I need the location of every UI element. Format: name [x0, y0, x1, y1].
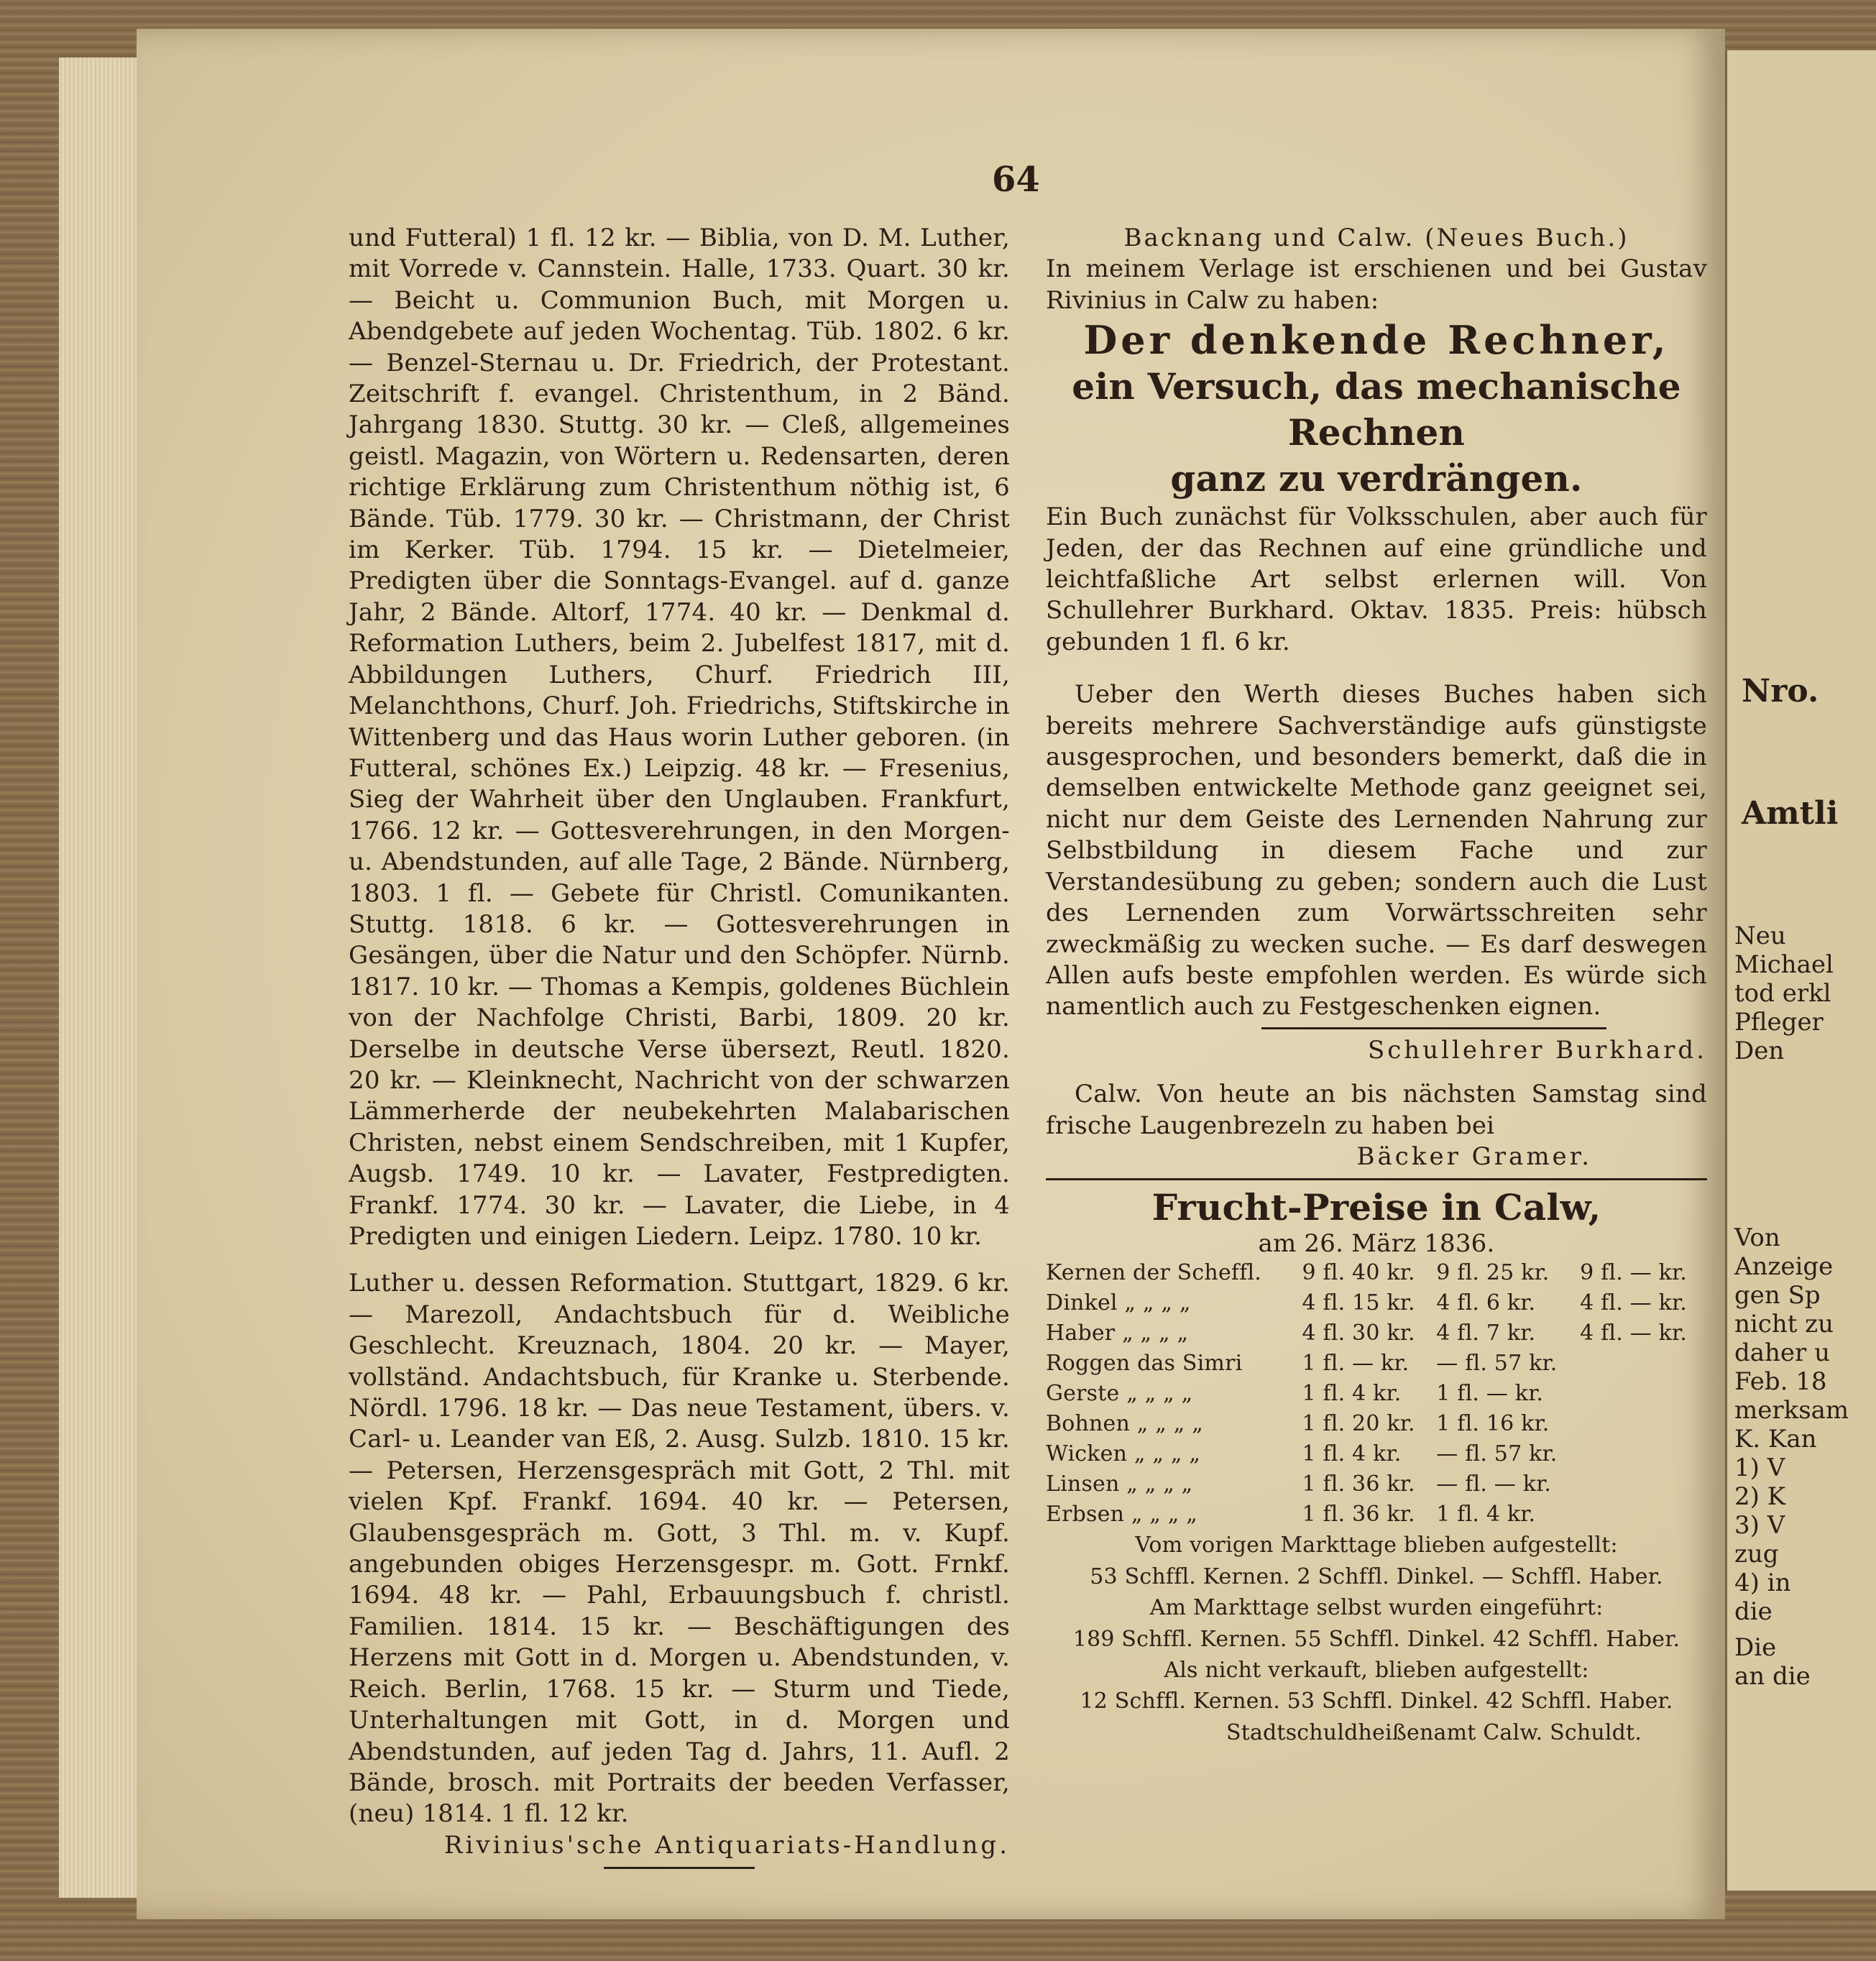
- table-row: [1046, 1409, 1707, 1439]
- next-page-fragment: Feb. 18: [1734, 1367, 1827, 1396]
- ad1-description: Ein Buch zunächst für Volksschulen, aber auch für Jeden, der das Rechnen auf eine gründliche und leichtfaßliche Art selbst erlernen will. Von Schullehrer Burkhard. Oktav. 1835. Preis: hübsch gebunden 1 fl. 6 kr.: [1046, 502, 1707, 656]
- table-row: [1046, 1379, 1707, 1409]
- next-page-fragment: Michael: [1734, 950, 1834, 979]
- next-page-fragment: Den: [1734, 1037, 1785, 1065]
- price-cell-c3: [1580, 1349, 1707, 1379]
- price-cell-c3: [1580, 1500, 1707, 1530]
- prices-line-1: 53 Schffl. Kernen. 2 Schffl. Dinkel. — Schffl. Haber.: [1090, 1563, 1663, 1589]
- table-row: [1046, 1318, 1707, 1349]
- prices-table: [1046, 1258, 1707, 1530]
- prices-note-2: Am Markttage selbst wurden eingeführt:: [1149, 1595, 1604, 1621]
- price-cell-c1: 1 fl. 4 kr.: [1302, 1441, 1402, 1467]
- ad1-place-line: Backnang und Calw. (Neues Buch.): [1123, 224, 1629, 252]
- price-cell-c1: 1 fl. 36 kr.: [1302, 1471, 1415, 1497]
- price-cell-c3: [1580, 1439, 1707, 1469]
- table-row: [1046, 1439, 1707, 1469]
- table-row: [1046, 1349, 1707, 1379]
- price-cell-c3: 4 fl. — kr.: [1580, 1290, 1687, 1316]
- table-row: [1046, 1258, 1707, 1288]
- price-cell-item: Kernen der Scheffl.: [1046, 1260, 1262, 1286]
- next-page-fragment: Von: [1734, 1223, 1780, 1252]
- page-number: 64: [992, 160, 1040, 200]
- prices-note-1: Vom vorigen Markttage blieben aufgestellt:: [1135, 1533, 1618, 1558]
- left-signature: Rivinius'sche Antiquariats-Handlung.: [443, 1830, 1010, 1860]
- ad1-signature-rule: [1261, 1027, 1606, 1029]
- next-page-fragment: K. Kan: [1734, 1425, 1817, 1453]
- price-cell-c1: 1 fl. 20 kr.: [1302, 1411, 1415, 1437]
- next-page-fragment: Neu: [1734, 922, 1786, 950]
- price-cell-c2: 1 fl. 4 kr.: [1436, 1502, 1536, 1528]
- price-cell-c1: 1 fl. 4 kr.: [1302, 1381, 1402, 1407]
- next-page-fragment: Pfleger: [1734, 1008, 1824, 1037]
- price-cell-item: Gerste „ „ „ „: [1046, 1381, 1193, 1407]
- prices-title: Frucht-Preise in Calw,: [1151, 1186, 1601, 1229]
- price-cell-c3: 9 fl. — kr.: [1580, 1260, 1687, 1286]
- price-cell-c2: — fl. 57 kr.: [1436, 1441, 1558, 1467]
- price-cell-item: Roggen das Simri: [1046, 1351, 1243, 1377]
- price-cell-c1: 4 fl. 15 kr.: [1302, 1290, 1415, 1316]
- ad2-text: Calw. Von heute an bis nächsten Samstag sind frische Laugenbrezeln zu haben bei: [1046, 1080, 1707, 1140]
- next-page-fragment: 4) in: [1734, 1569, 1791, 1597]
- ad1-subtitle-2: ganz zu verdrängen.: [1170, 457, 1583, 500]
- next-page-fragment: gen Sp: [1734, 1281, 1821, 1310]
- price-cell-c2: 4 fl. 6 kr.: [1436, 1290, 1536, 1316]
- book-spine-edge: [59, 58, 139, 1898]
- next-page-fragment: an die: [1734, 1662, 1811, 1691]
- ad1-intro: In meinem Verlage ist erschienen und bei Gustav Rivinius in Calw zu haben:: [1046, 254, 1707, 315]
- price-cell-c2: — fl. 57 kr.: [1436, 1351, 1558, 1377]
- next-page-fragment: Nro.: [1742, 673, 1819, 709]
- prices-note-3: Als nicht verkauft, blieben aufgestellt:: [1164, 1657, 1589, 1683]
- next-page-fragment: zug: [1734, 1540, 1779, 1569]
- ad2-signature: Bäcker Gramer.: [1356, 1142, 1592, 1171]
- price-cell-c3: 4 fl. — kr.: [1580, 1321, 1687, 1346]
- price-cell-item: Wicken „ „ „ „: [1046, 1441, 1201, 1467]
- price-cell-c1: 4 fl. 30 kr.: [1302, 1321, 1415, 1346]
- next-page-fragment: 2) K: [1734, 1482, 1786, 1511]
- price-cell-c2: 9 fl. 25 kr.: [1436, 1260, 1550, 1286]
- price-cell-c2: 1 fl. — kr.: [1436, 1381, 1544, 1407]
- ad1-subtitle-1: ein Versuch, das mechanische Rechnen: [1072, 365, 1681, 454]
- price-cell-item: Dinkel „ „ „ „: [1046, 1290, 1191, 1316]
- price-cell-c2: 1 fl. 16 kr.: [1436, 1411, 1550, 1437]
- prices-line-3: 12 Schffl. Kernen. 53 Schffl. Dinkel. 42 Schffl. Haber.: [1080, 1689, 1673, 1714]
- next-page-edge: [1725, 50, 1876, 1891]
- price-cell-c2: — fl. — kr.: [1436, 1471, 1552, 1497]
- price-cell-c1: 9 fl. 40 kr.: [1302, 1260, 1415, 1286]
- ad1-signature: Schullehrer Burkhard.: [1367, 1035, 1707, 1065]
- price-cell-c3: [1580, 1409, 1707, 1439]
- ad1-title: Der denkende Rechner,: [1083, 317, 1670, 364]
- ad1-review: Ueber den Werth dieses Buches haben sich bereits mehrere Sachverständige aufs günstigste ausgesprochen, und besonders bemerkt, daß die in demselben entwickelte Methode ganz geeignet sei, nicht nur dem Geiste des Lernenden Nahrung zur Selbstbildung in diesem Fache und zur Verstandesübung zu geben; sondern auch die Lust des Lernenden zum Vorwärtsschreiten sehr zweckmäßig zu wecken suche. — Es darf deswegen Allen aufs beste empfohlen werden. Es würde sich namentlich auch zu Festgeschenken eignen.: [1046, 680, 1707, 1021]
- price-cell-c3: [1580, 1379, 1707, 1409]
- book-list-paragraph-1: und Futteral) 1 fl. 12 kr. — Biblia, von D. M. Luther, mit Vorrede v. Cannstein. Halle, 1733. Quart. 30 kr. — Beicht u. Communion Buch, mit Morgen u. Abendgebete auf jeden Wochentag. Tüb. 1802. 6 kr. — Benzel-Sternau u. Dr. Friedrich, der Protestant. Zeitschrift f. evangel. Christenthum, in 2 Bänd. Jahrgang 1830. Stuttg. 30 kr. — Cleß, allgemeines geistl. Magazin, von Wörtern u. Redensarten, deren richtige Erklärung zum Christenthum nöthig ist, 6 Bände. Tüb. 1779. 30 kr. — Christmann, der Christ im Kerker. Tüb. 1794. 15 kr. — Dietelmeier, Predigten über die Sonntags-Evangel. auf d. ganze Jahr, 2 Bände. Altorf, 1774. 40 kr. — Denkmal d. Reformation Luthers, beim 2. Jubelfest 1817, mit d. Abbildungen Luthers, Churf. Friedrich III, Melanchthons, Churf. Joh. Friedrichs, Stiftskirche in Wittenberg und das Haus worin Luther geboren. (in Futteral, schönes Ex.) Leipzig. 48 kr. — Fresenius, Sieg der Wahrheit über den Unglauben. Frankfurt, 1766. 12 kr. — Gottesverehrungen, in den Morgen- u. Abendstunden, auf alle Tage, 2 Bände. Nürnberg, 1803. 1 fl. — Gebete für Christl. Comunikanten. Stuttg. 1818. 6 kr. — Gottesverehrungen in Gesängen, über die Natur und den Schöpfer. Nürnb. 1817. 10 kr. — Thomas a Kempis, goldenes Büchlein von der Nachfolge Christi, Barbi, 1809. 20 kr. Derselbe in deutsche Verse übersezt, Reutl. 1820. 20 kr. — Kleinknecht, Nachricht von der schwarzen Lämmerherde der neubekehrten Malabarischen Christen, nebst einem Sendschreiben, mit 1 Kupfer, Augsb. 1749. 10 kr. — Lavater, Festpredigten. Frankf. 1774. 30 kr. — Lavater, die Liebe, in 4 Predigten und einigen Liedern. Leipz. 1780. 10 kr.: [349, 224, 1010, 1251]
- next-page-fragment: die: [1734, 1597, 1772, 1626]
- prices-line-2: 189 Schffl. Kernen. 55 Schffl. Dinkel. 42 Schffl. Haber.: [1072, 1626, 1680, 1652]
- left-column: [349, 223, 1010, 1875]
- price-cell-c2: 4 fl. 7 kr.: [1436, 1321, 1536, 1346]
- next-page-fragment: Amtli: [1742, 795, 1839, 832]
- prices-date: am 26. März 1836.: [1258, 1229, 1495, 1259]
- next-page-fragment: merksam: [1734, 1396, 1849, 1425]
- price-cell-item: Bohnen „ „ „ „: [1046, 1411, 1203, 1437]
- prices-signature: Stadtschuldheißenamt Calw. Schuldt.: [1226, 1719, 1642, 1745]
- price-cell-item: Linsen „ „ „ „: [1046, 1471, 1193, 1497]
- table-row: [1046, 1288, 1707, 1318]
- next-page-fragment: Anzeige: [1734, 1252, 1834, 1281]
- price-cell-c1: 1 fl. 36 kr.: [1302, 1502, 1415, 1528]
- ad2-end-rule: [1046, 1178, 1707, 1180]
- right-column: [1046, 223, 1707, 1748]
- next-page-fragment: nicht zu: [1734, 1310, 1834, 1338]
- next-page-fragment: 3) V: [1734, 1511, 1785, 1540]
- price-cell-item: Erbsen „ „ „ „: [1046, 1502, 1198, 1528]
- left-end-rule: [604, 1867, 755, 1869]
- price-cell-c1: 1 fl. — kr.: [1302, 1351, 1410, 1377]
- table-row: [1046, 1500, 1707, 1530]
- next-page-fragment: daher u: [1734, 1338, 1831, 1367]
- price-cell-c3: [1580, 1469, 1707, 1500]
- book-list-paragraph-2: Luther u. dessen Reformation. Stuttgart, 1829. 6 kr. — Marezoll, Andachtsbuch für d. Weibliche Geschlecht. Kreuznach, 1804. 20 kr. — Mayer, vollständ. Andachtsbuch, für Kranke u. Sterbende. Nördl. 1796. 18 kr. — Das neue Testament, übers. v. Carl- u. Leander van Eß, 2. Ausg. Sulzb. 1810. 15 kr. — Petersen, Herzensgespräch mit Gott, 2 Thl. mit vielen Kpf. Frankf. 1694. 40 kr. — Petersen, Glaubensgespräch m. Gott, 3 Thl. m. v. Kupf. angebunden obiges Herzensgespr. m. Gott. Frnkf. 1694. 48 kr. — Pahl, Erbauungsbuch f. christl. Familien. 1814. 15 kr. — Beschäftigungen des Herzens mit Gott in d. Morgen u. Abendstunden, v. Reich. Berlin, 1768. 15 kr. — Sturm und Tiede, Unterhaltungen mit Gott, in d. Morgen und Abendstunden, auf jeden Tag d. Jahrs, 11. Aufl. 2 Bände, brosch. mit Portraits der beeden Verfasser, (neu) 1814. 1 fl. 12 kr.: [349, 1269, 1010, 1829]
- next-page-fragment: 1) V: [1734, 1453, 1785, 1482]
- price-cell-item: Haber „ „ „ „: [1046, 1321, 1189, 1346]
- table-row: [1046, 1469, 1707, 1500]
- next-page-fragment: tod erkl: [1734, 979, 1831, 1008]
- next-page-fragment: Die: [1734, 1633, 1777, 1662]
